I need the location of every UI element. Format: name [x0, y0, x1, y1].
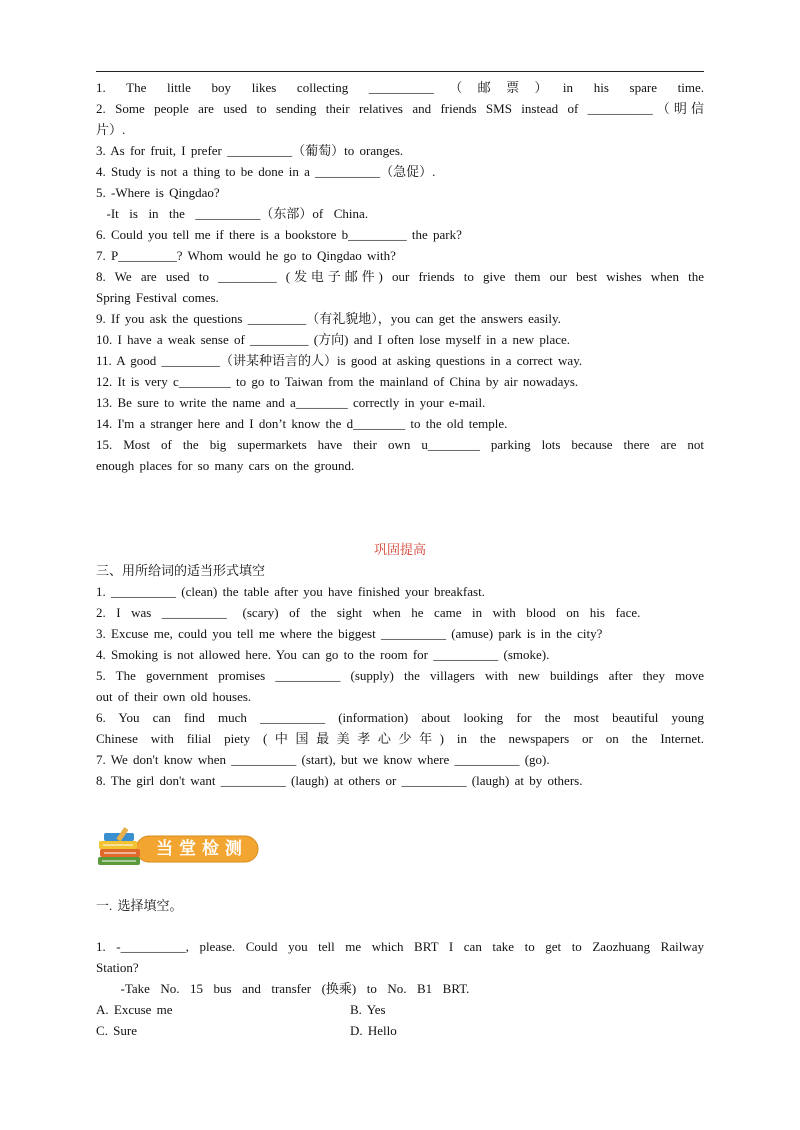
s1-line-17: 14. I'm a stranger here and I don’t know the d________ to the old temple. [96, 416, 508, 431]
s2-line-7: 6. You can find much __________ (information) about looking for the most beautiful young [96, 710, 704, 725]
s1-line-5: 4. Study is not a thing to be done in a __________（急促）. [96, 164, 436, 179]
s1-line-8: 6. Could you tell me if there is a bookstore b_________ the park? [96, 227, 462, 242]
s1-line-7: -It is in the __________（东部）of China. [96, 206, 369, 221]
s2-line-2: 2. I was __________ (scary) of the sight when he came in with blood on his face. [96, 605, 641, 620]
s1-line-19: enough places for so many cars on the ground. [96, 458, 355, 473]
s2-line-3: 3. Excuse me, could you tell me where the biggest __________ (amuse) park is in the city? [96, 626, 603, 641]
s1-line-2: 2. Some people are used to sending their relatives and friends SMS instead of __________（明信 [96, 101, 704, 116]
s1-line-10: 8. We are used to _________ (发电子邮件) our friends to give them our best wishes when the [96, 269, 704, 284]
s2-line-6: out of their own old houses. [96, 689, 252, 704]
option-a: A. Excuse me [96, 1002, 173, 1017]
s1-line-12: 9. If you ask the questions _________（有礼貌地），you can get the answers easily. [96, 311, 561, 326]
s3-q1-line-2: Station? [96, 960, 139, 975]
s1-line-6: 5. -Where is Qingdao? [96, 185, 220, 200]
s1-line-4: 3. As for fruit, I prefer __________（葡萄）to oranges. [96, 143, 404, 158]
s3-q1-line-3: -Take No. 15 bus and transfer (换乘) to No. B1 BRT. [110, 981, 470, 996]
s3-heading: 一. 选择填空。 [96, 898, 183, 913]
option-c: C. Sure [96, 1023, 137, 1038]
s2-line-10: 8. The girl don't want __________ (laugh) at others or __________ (laugh) at by others. [96, 773, 583, 788]
s2-line-4: 4. Smoking is not allowed here. You can go to the room for __________ (smoke). [96, 647, 550, 662]
s2-line-9: 7. We don't know when __________ (start), but we know where __________ (go). [96, 752, 550, 767]
s1-line-18: 15. Most of the big supermarkets have their own u________ parking lots because there are not [96, 437, 704, 452]
s1-line-1: 1. The little boy likes collecting __________（邮票）in his spare time. [96, 80, 704, 95]
s1-line-15: 12. It is very c________ to go to Taiwan from the mainland of China by air nowadays. [96, 374, 579, 389]
option-d: D. Hello [350, 1023, 397, 1038]
option-b: B. Yes [350, 1002, 386, 1017]
s1-line-11: Spring Festival comes. [96, 290, 219, 305]
s1-line-3: 片）. [96, 122, 126, 137]
s3-q1-line-1: 1. -__________, please. Could you tell me which BRT I can take to get to Zaozhuang Railway [96, 939, 704, 954]
s2-line-8: Chinese with filial piety (中国最美孝心少年) in the newspapers or on the Internet. [96, 731, 704, 746]
s1-line-13: 10. I have a weak sense of _________ (方向) and I often lose myself in a new place. [96, 332, 571, 347]
s1-line-16: 13. Be sure to write the name and a________ correctly in your e-mail. [96, 395, 486, 410]
s2-line-5: 5. The government promises __________ (supply) the villagers with new buildings after they move [96, 668, 704, 683]
s1-line-9: 7. P_________? Whom would he go to Qingdao with? [96, 248, 396, 263]
s1-line-14: 11. A good _________（讲某种语言的人）is good at asking questions in a correct way. [96, 353, 583, 368]
s2-line-1: 1. __________ (clean) the table after you have finished your breakfast. [96, 584, 485, 599]
badge-label: 当 堂 检 测 [156, 839, 242, 859]
header-rule [96, 71, 704, 72]
s2-heading: 三、用所给词的适当形式填空 [96, 563, 266, 578]
section-badge [96, 827, 260, 869]
section-title: 巩固提高 [373, 542, 426, 557]
